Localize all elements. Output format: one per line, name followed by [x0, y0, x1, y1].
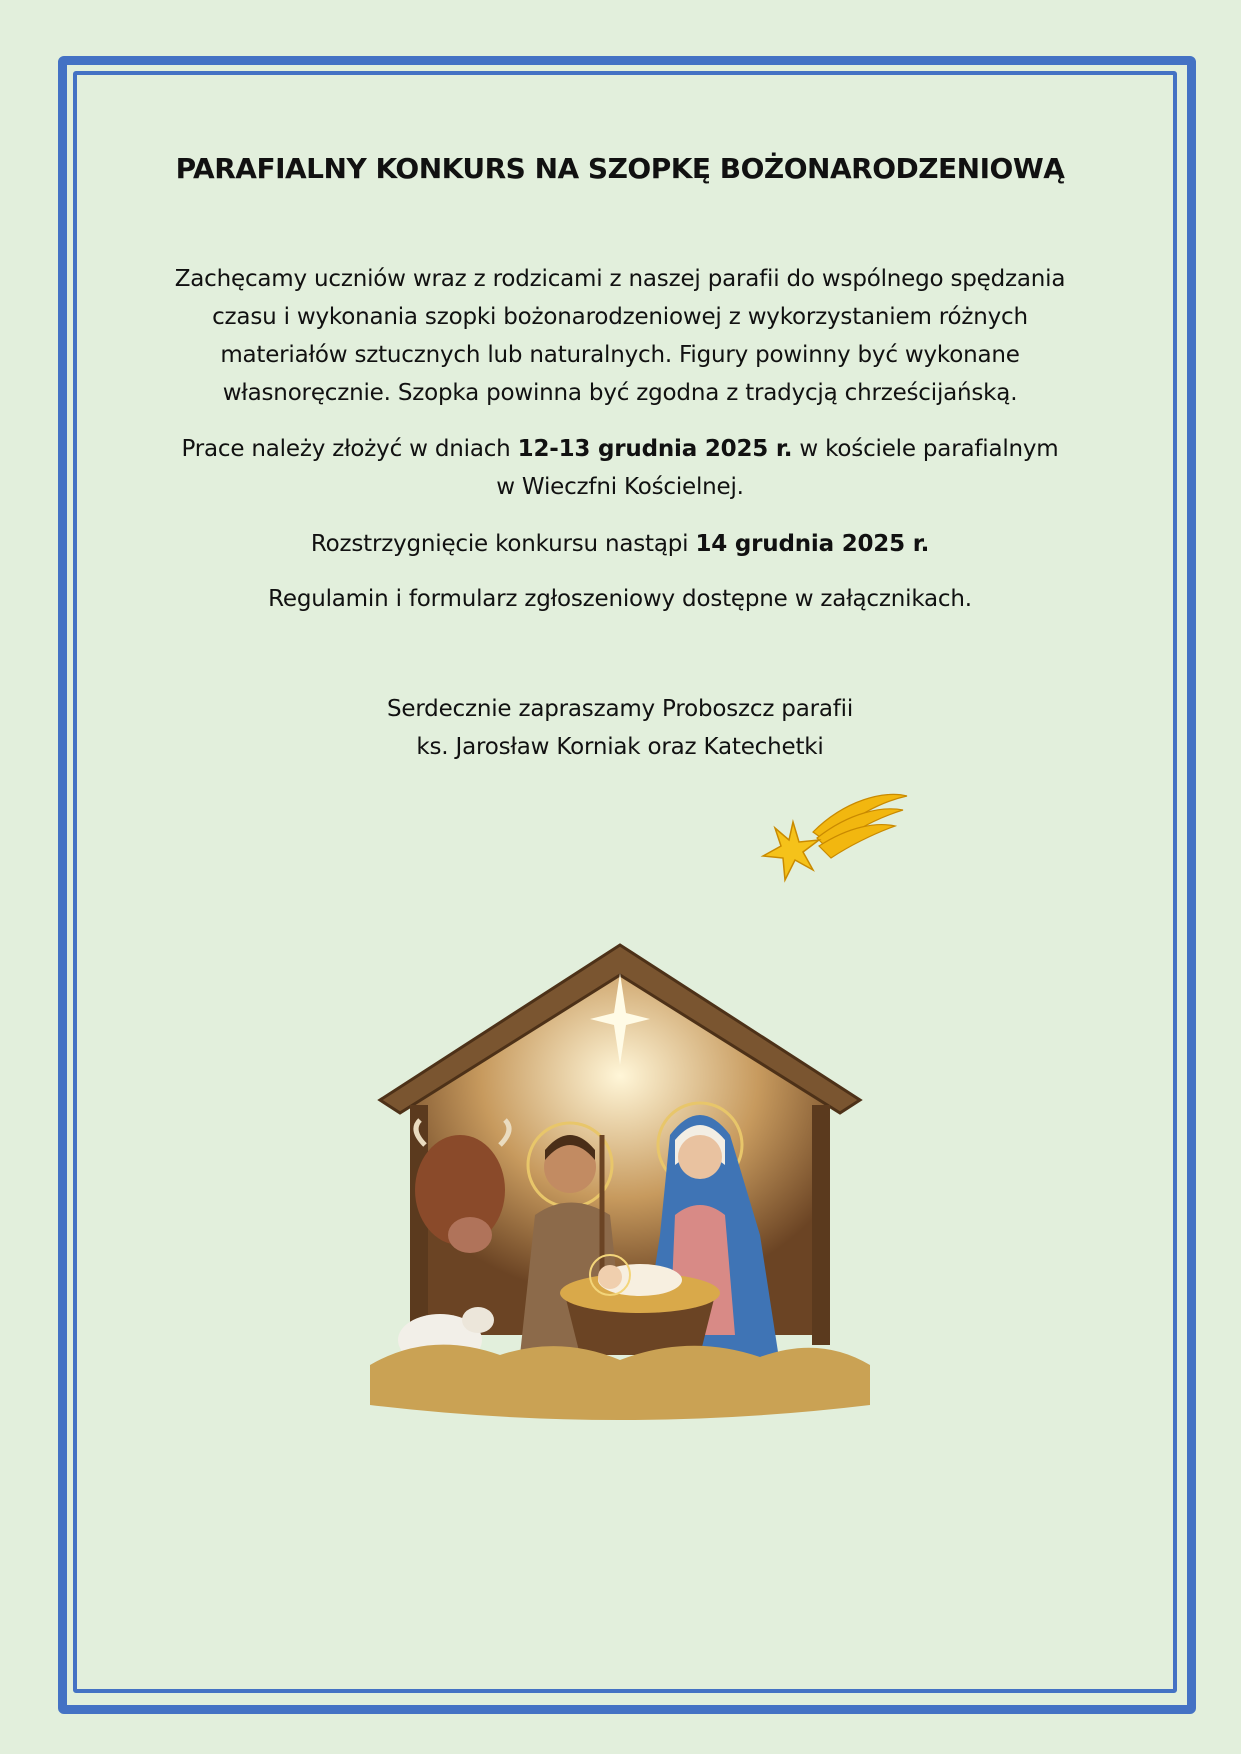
result-paragraph [140, 525, 1100, 563]
submission-paragraph [140, 430, 1100, 506]
submission-place: w Wieczfni Kościelnej. [496, 474, 744, 500]
signature-line-2: ks. Jarosław Korniak oraz Katechetki [416, 734, 824, 760]
signature [140, 690, 1100, 766]
intro-line-2: czasu i wykonania szopki bożonarodzeniowej z wykorzystaniem różnych [212, 304, 1028, 330]
intro-line-1: Zachęcamy uczniów wraz z rodzicami z naszej parafii do wspólnego spędzania [174, 266, 1066, 292]
result-prefix: Rozstrzygnięcie konkursu nastąpi [310, 531, 696, 557]
rules-paragraph: Regulamin i formularz zgłoszeniowy dostępne w załącznikach. [268, 586, 972, 612]
signature-line-1: Serdecznie zapraszamy Proboszcz parafii [386, 696, 854, 722]
poster-title: PARAFIALNY KONKURS NA SZOPKĘ BOŻONARODZENIOWĄ [175, 152, 1065, 185]
intro-paragraph [140, 260, 1100, 412]
intro-line-4: własnoręcznie. Szopka powinna być zgodna z tradycją chrześcijańską. [222, 380, 1018, 406]
star-shape [763, 822, 819, 880]
nativity-scene-illustration [370, 935, 870, 1435]
shooting-star-icon [755, 790, 915, 910]
submission-dates: 12-13 grudnia 2025 r. [517, 436, 793, 462]
intro-line-3: materiałów sztucznych lub naturalnych. Figury powinny być wykonane [220, 342, 1020, 368]
submission-suffix: w kościele parafialnym [792, 436, 1059, 462]
result-date: 14 grudnia 2025 r. [695, 531, 930, 557]
submission-prefix: Prace należy złożyć w dniach [181, 436, 518, 462]
